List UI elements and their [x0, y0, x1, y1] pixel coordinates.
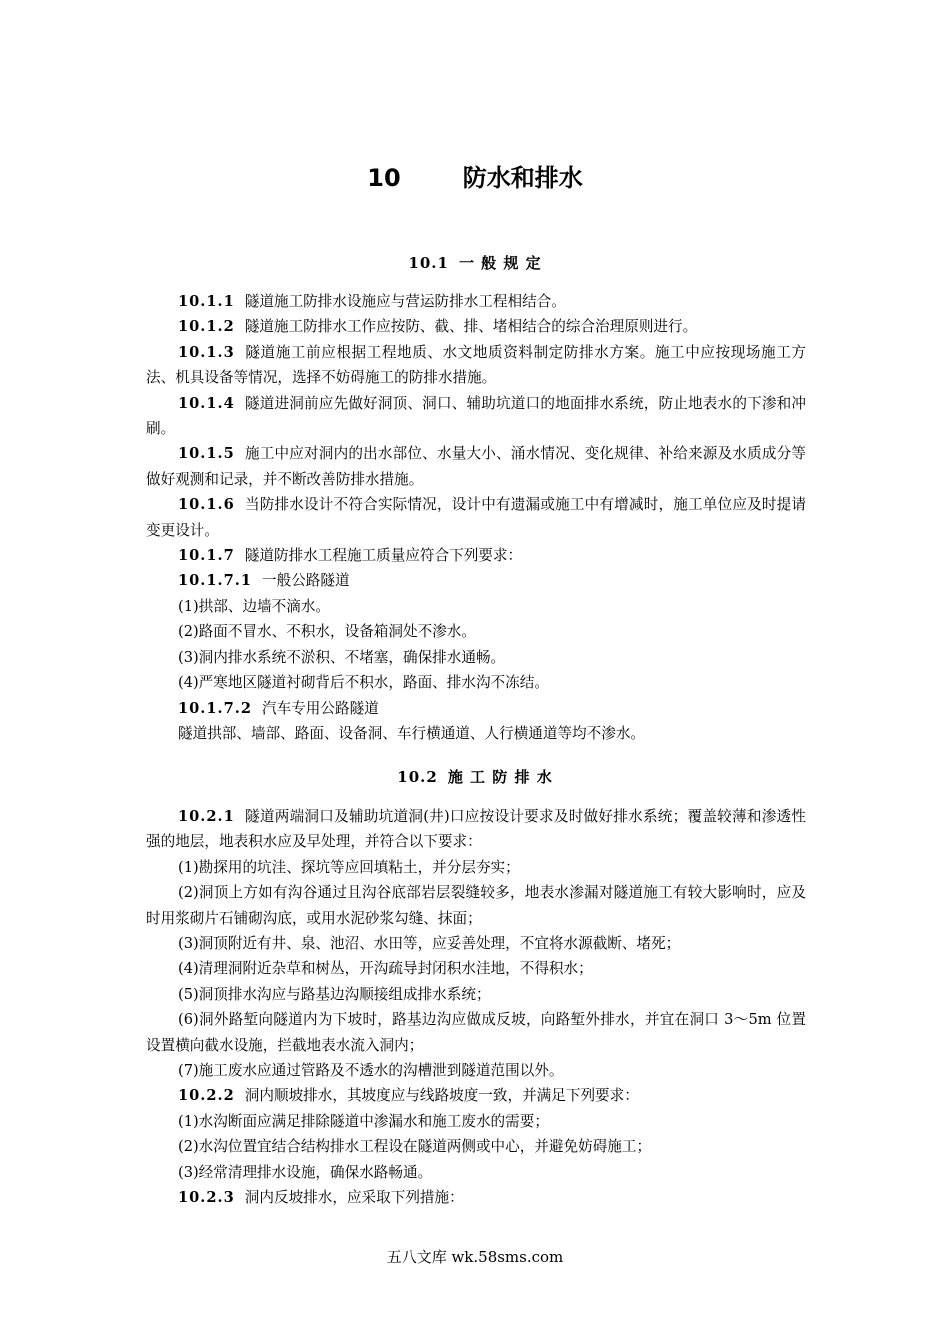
- clause-text: 汽车专用公路隧道: [262, 699, 379, 717]
- clause-text: (5)洞顶排水沟应与路基边沟顺接组成排水系统；: [178, 985, 491, 1003]
- clause-text: (1)拱部、边墙不滴水。: [178, 597, 331, 615]
- clause-text: (1)水沟断面应满足排除隧道中渗漏水和施工废水的需要；: [178, 1112, 549, 1130]
- paragraph: [146, 982, 806, 1007]
- paragraph: [146, 1109, 806, 1134]
- paragraph: [146, 441, 806, 492]
- clause-number: 10.1.7: [178, 547, 235, 565]
- clause-number: 10.1.6: [178, 496, 235, 514]
- paragraph: [146, 804, 806, 855]
- paragraph: [146, 670, 806, 695]
- paragraph: [146, 1007, 806, 1058]
- clause-text: (2)洞顶上方如有沟谷通过且沟谷底部岩层裂缝较多，地表水渗漏对隧道施工有较大影响时，应及时用浆砌片石铺砌沟底，或用水泥砂浆勾缝、抹面；: [146, 884, 806, 927]
- paragraph: [146, 594, 806, 619]
- clause-text: 一般公路隧道: [262, 572, 350, 590]
- paragraph: [146, 855, 806, 880]
- clause-text: 隧道施工防排水设施应与营运防排水工程相结合。: [244, 293, 566, 310]
- clause-text: (3)经常清理排水设施，确保水路畅通。: [178, 1163, 433, 1181]
- clause-text: 隧道两端洞口及辅助坑道洞(井)口应按设计要求及时做好排水系统；覆盖较薄和渗透性强的地层，地表积水应及早处理，并符合以下要求：: [146, 808, 806, 851]
- clause-text: (2)水沟位置宜结合结构排水工程设在隧道两侧或中心，并避免妨碍施工；: [178, 1138, 652, 1156]
- clause-number: 10.2.2: [178, 1087, 235, 1105]
- section-title: 施 工 防 排 水: [447, 768, 553, 786]
- chapter-name: 防水和排水: [462, 164, 583, 192]
- section-title: 一 般 规 定: [458, 254, 542, 272]
- paragraph: [146, 1185, 806, 1210]
- clause-text: (4)清理洞附近杂草和树丛，开沟疏导封闭积水洼地，不得积水；: [178, 960, 593, 978]
- chapter-number: 10: [367, 164, 401, 192]
- clause-number: 10.1.2: [178, 318, 235, 336]
- paragraph: [146, 1058, 806, 1083]
- clause-text: 隧道进洞前应先做好洞顶、洞口、辅助坑道口的地面排水系统，防止地表水的下渗和冲刷。: [146, 394, 806, 438]
- clause-text: 隧道防排水工程施工质量应符合下列要求：: [244, 547, 523, 565]
- clause-text: 隧道施工防排水工作应按防、截、排、堵相结合的综合治理原则进行。: [244, 318, 698, 336]
- paragraph: [146, 391, 806, 442]
- clause-number: 10.1.7.1: [178, 572, 253, 590]
- page-footer: 五八文库 wk.58sms.com: [386, 1248, 564, 1266]
- paragraph: [146, 492, 806, 543]
- paragraph: [146, 340, 806, 391]
- paragraph: [146, 289, 806, 314]
- clause-text: 隧道拱部、墙部、路面、设备洞、车行横通道、人行横通道等均不渗水。: [178, 724, 646, 742]
- section-number: 10.2: [397, 768, 438, 786]
- section-body-10-1: [146, 289, 806, 746]
- clause-text: 隧道施工前应根据工程地质、水文地质资料制定防排水方案。施工中应按现场施工方法、机具设备等情况，选择不妨碍施工的防排水措施。: [146, 343, 806, 387]
- clause-number: 10.1.4: [178, 394, 235, 412]
- clause-text: (3)洞内排水系统不淤积、不堵塞，确保排水通畅。: [178, 648, 506, 666]
- section-heading-10-1: [0, 252, 950, 273]
- clause-text: 洞内反坡排水，应采取下列措施：: [244, 1189, 464, 1207]
- clause-number: 10.1.3: [178, 343, 235, 361]
- clause-number: 10.2.3: [178, 1189, 235, 1207]
- paragraph: [146, 619, 806, 644]
- clause-text: 施工中应对洞内的出水部位、水量大小、涌水情况、变化规律、补给来源及水质成分等做好观测和记录，并不断改善防排水措施。: [146, 445, 806, 488]
- clause-text: (3)洞顶附近有井、泉、池沼、水田等，应妥善处理，不宜将水源截断、堵死；: [178, 935, 681, 953]
- clause-text: 当防排水设计不符合实际情况，设计中有遗漏或施工中有增减时，施工单位应及时提请变更设计。: [146, 496, 806, 539]
- clause-number: 10.1.7.2: [178, 699, 253, 717]
- paragraph: [146, 1134, 806, 1159]
- clause-text: (2)路面不冒水、不积水，设备箱洞处不渗水。: [178, 623, 476, 641]
- clause-number: 10.1.5: [178, 445, 235, 463]
- section-body-10-2: [146, 804, 806, 1211]
- paragraph: [146, 931, 806, 956]
- paragraph: [146, 696, 806, 721]
- clause-text: 洞内顺坡排水，其坡度应与线路坡度一致，并满足下列要求：: [244, 1087, 639, 1105]
- paragraph: [146, 645, 806, 670]
- paragraph: [146, 568, 806, 593]
- clause-number: 10.2.1: [178, 808, 235, 825]
- paragraph: [146, 721, 806, 746]
- section-number: 10.1: [408, 254, 449, 272]
- paragraph: [146, 543, 806, 568]
- paragraph: [146, 314, 806, 339]
- clause-text: (6)洞外路堑向隧道内为下坡时，路基边沟应做成反坡，向路堑外排水，并宜在洞口 3～5m 位置设置横向截水设施，拦截地表水流入洞内；: [146, 1011, 806, 1054]
- clause-text: (4)严寒地区隧道衬砌背后不积水，路面、排水沟不冻结。: [178, 674, 549, 692]
- clause-text: (1)勘探用的坑洼、探坑等应回填粘土，并分层夯实；: [178, 858, 520, 876]
- paragraph: [146, 1160, 806, 1185]
- paragraph: [146, 880, 806, 931]
- paragraph: [146, 1083, 806, 1108]
- section-heading-10-2: [0, 766, 950, 787]
- clause-text: (7)施工废水应通过管路及不透水的沟槽泄到隧道范围以外。: [178, 1062, 564, 1080]
- clause-number: 10.1.1: [178, 293, 235, 310]
- chapter-title: [0, 158, 950, 193]
- paragraph: [146, 956, 806, 981]
